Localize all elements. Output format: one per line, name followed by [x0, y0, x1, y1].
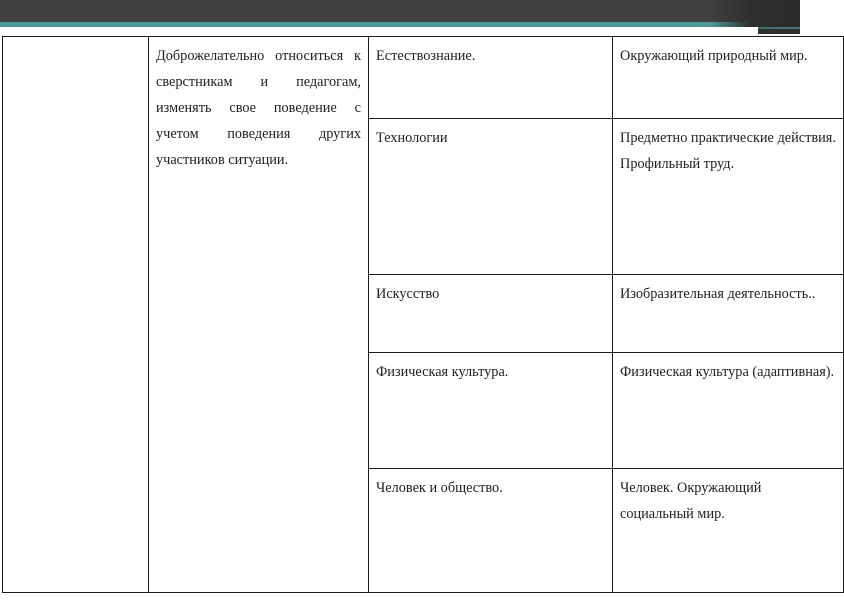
area-cell: Естествознание.: [369, 37, 613, 119]
area-cell: Технологии: [369, 119, 613, 275]
top-decorative-bar: [0, 0, 800, 22]
curriculum-table: [2, 36, 844, 593]
subject-cell: Физическая культура (адаптивная).: [613, 353, 844, 469]
corner-notch-stripe: [758, 27, 800, 29]
teal-accent-stripe: [0, 22, 800, 27]
area-cell: Искусство: [369, 275, 613, 353]
subject-cell: Человек. Окружающий социальный мир.: [613, 469, 844, 593]
area-cell: Физическая культура.: [369, 353, 613, 469]
area-cell: Человек и общество.: [369, 469, 613, 593]
subject-cell: Изобразительная деятельность..: [613, 275, 844, 353]
table-row: [3, 37, 844, 119]
subject-cell: Предметно практические действия. Профильный труд.: [613, 119, 844, 275]
subject-cell: Окружающий природный мир.: [613, 37, 844, 119]
competency-cell: Доброжелательно относиться к сверстникам и педагогам, изменять свое поведение с учетом поведения других участников ситуации.: [149, 37, 369, 593]
corner-accent: [710, 0, 800, 27]
empty-left-cell: [3, 37, 149, 593]
